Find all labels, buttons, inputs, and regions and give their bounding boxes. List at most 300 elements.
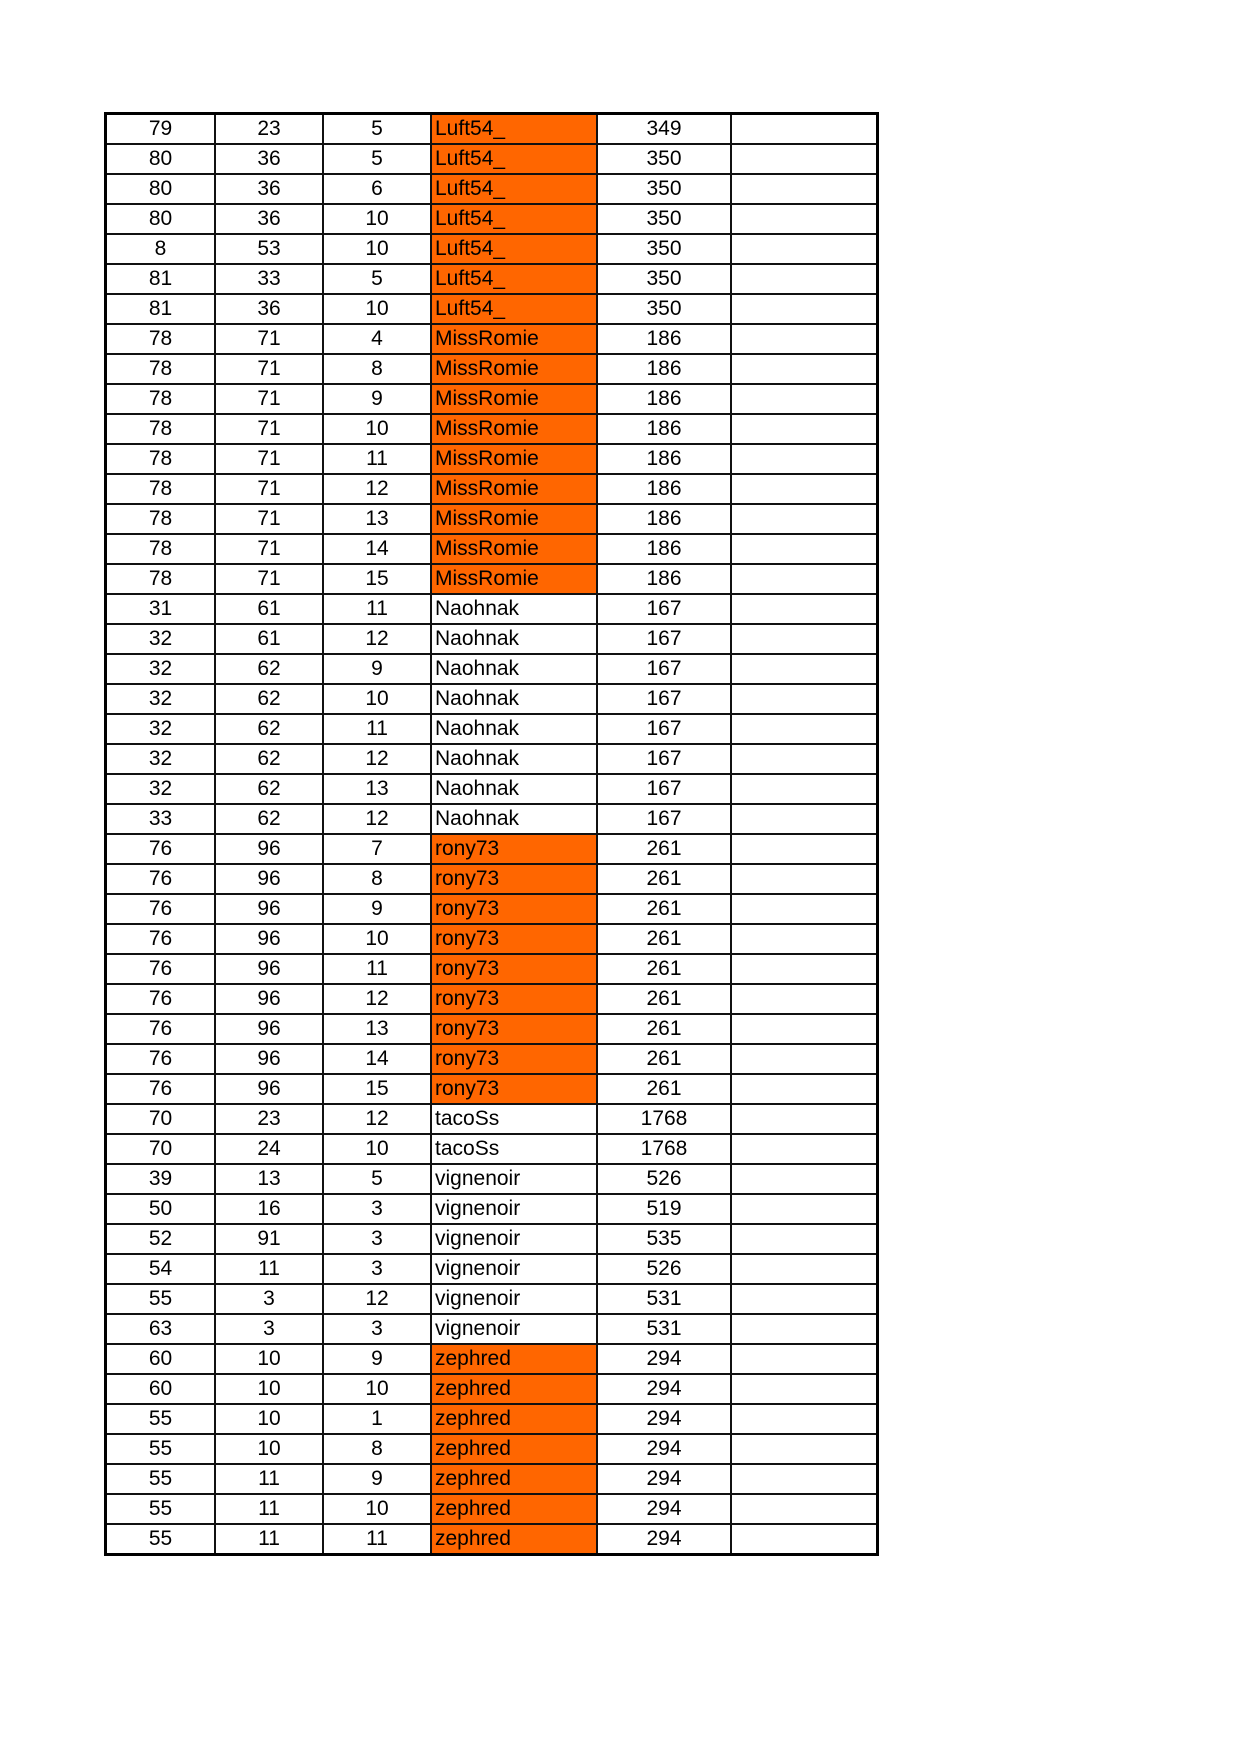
cell-value[interactable]: 294 — [597, 1464, 731, 1494]
cell-empty[interactable] — [731, 1134, 878, 1164]
cell-empty[interactable] — [731, 1164, 878, 1194]
cell-username[interactable]: Luft54_ — [431, 264, 597, 294]
cell-col-a[interactable]: 76 — [106, 894, 216, 924]
cell-username[interactable]: vignenoir — [431, 1194, 597, 1224]
cell-col-c[interactable]: 10 — [323, 1134, 431, 1164]
cell-col-c[interactable]: 11 — [323, 444, 431, 474]
cell-value[interactable]: 186 — [597, 324, 731, 354]
cell-value[interactable]: 186 — [597, 474, 731, 504]
cell-col-b[interactable]: 53 — [215, 234, 323, 264]
cell-col-c[interactable]: 9 — [323, 384, 431, 414]
table-row — [106, 294, 878, 324]
cell-value[interactable]: 294 — [597, 1404, 731, 1434]
cell-username[interactable]: rony73 — [431, 1044, 597, 1074]
cell-value[interactable]: 186 — [597, 504, 731, 534]
cell-col-a[interactable]: 78 — [106, 324, 216, 354]
cell-value[interactable]: 261 — [597, 924, 731, 954]
cell-username[interactable]: Luft54_ — [431, 174, 597, 204]
cell-value[interactable]: 261 — [597, 1014, 731, 1044]
cell-value[interactable]: 350 — [597, 204, 731, 234]
cell-col-a[interactable]: 70 — [106, 1134, 216, 1164]
cell-empty[interactable] — [731, 1374, 878, 1404]
cell-username[interactable]: Naohnak — [431, 774, 597, 804]
cell-col-a[interactable]: 76 — [106, 1014, 216, 1044]
cell-username[interactable]: zephred — [431, 1434, 597, 1464]
cell-col-b[interactable]: 91 — [215, 1224, 323, 1254]
cell-col-b[interactable]: 10 — [215, 1434, 323, 1464]
cell-col-c[interactable]: 13 — [323, 1014, 431, 1044]
cell-col-c[interactable]: 12 — [323, 474, 431, 504]
cell-col-c[interactable]: 5 — [323, 114, 431, 145]
cell-value[interactable]: 186 — [597, 564, 731, 594]
cell-username[interactable]: Luft54_ — [431, 204, 597, 234]
cell-col-b[interactable]: 96 — [215, 1014, 323, 1044]
cell-value[interactable]: 167 — [597, 594, 731, 624]
cell-value[interactable]: 186 — [597, 354, 731, 384]
cell-col-a[interactable]: 78 — [106, 564, 216, 594]
cell-col-c[interactable]: 12 — [323, 744, 431, 774]
cell-empty[interactable] — [731, 1224, 878, 1254]
cell-username[interactable]: Naohnak — [431, 594, 597, 624]
cell-username[interactable]: rony73 — [431, 864, 597, 894]
cell-empty[interactable] — [731, 144, 878, 174]
cell-col-c[interactable]: 10 — [323, 924, 431, 954]
cell-value[interactable]: 350 — [597, 144, 731, 174]
cell-username[interactable]: vignenoir — [431, 1254, 597, 1284]
cell-empty[interactable] — [731, 924, 878, 954]
cell-col-a[interactable]: 76 — [106, 864, 216, 894]
cell-value[interactable]: 294 — [597, 1344, 731, 1374]
cell-empty[interactable] — [731, 564, 878, 594]
cell-value[interactable]: 350 — [597, 294, 731, 324]
cell-col-b[interactable]: 10 — [215, 1404, 323, 1434]
cell-empty[interactable] — [731, 324, 878, 354]
cell-empty[interactable] — [731, 174, 878, 204]
cell-col-c[interactable]: 15 — [323, 1074, 431, 1104]
cell-col-a[interactable]: 55 — [106, 1284, 216, 1314]
cell-col-a[interactable]: 76 — [106, 924, 216, 954]
cell-col-a[interactable]: 63 — [106, 1314, 216, 1344]
cell-col-a[interactable]: 78 — [106, 504, 216, 534]
cell-col-c[interactable]: 11 — [323, 594, 431, 624]
cell-col-a[interactable]: 70 — [106, 1104, 216, 1134]
cell-username[interactable]: zephred — [431, 1524, 597, 1555]
cell-col-c[interactable]: 11 — [323, 714, 431, 744]
cell-col-a[interactable]: 76 — [106, 1074, 216, 1104]
cell-value[interactable]: 186 — [597, 444, 731, 474]
cell-col-c[interactable]: 3 — [323, 1224, 431, 1254]
cell-value[interactable]: 519 — [597, 1194, 731, 1224]
cell-empty[interactable] — [731, 1434, 878, 1464]
cell-username[interactable]: Naohnak — [431, 744, 597, 774]
cell-username[interactable]: tacoSs — [431, 1104, 597, 1134]
table-row — [106, 474, 878, 504]
cell-col-a[interactable]: 78 — [106, 474, 216, 504]
cell-value[interactable]: 186 — [597, 414, 731, 444]
cell-username[interactable]: tacoSs — [431, 1134, 597, 1164]
cell-value[interactable]: 535 — [597, 1224, 731, 1254]
cell-username[interactable]: MissRomie — [431, 534, 597, 564]
cell-col-b[interactable]: 36 — [215, 294, 323, 324]
cell-col-b[interactable]: 71 — [215, 444, 323, 474]
table-row — [106, 1344, 878, 1374]
cell-username[interactable]: rony73 — [431, 984, 597, 1014]
cell-col-c[interactable]: 13 — [323, 504, 431, 534]
cell-username[interactable]: zephred — [431, 1464, 597, 1494]
cell-empty[interactable] — [731, 354, 878, 384]
cell-empty[interactable] — [731, 774, 878, 804]
cell-col-a[interactable]: 33 — [106, 804, 216, 834]
cell-col-b[interactable]: 71 — [215, 324, 323, 354]
cell-col-a[interactable]: 50 — [106, 1194, 216, 1224]
cell-username[interactable]: zephred — [431, 1494, 597, 1524]
cell-col-a[interactable]: 80 — [106, 174, 216, 204]
cell-col-b[interactable]: 71 — [215, 414, 323, 444]
cell-username[interactable]: MissRomie — [431, 384, 597, 414]
cell-col-b[interactable]: 62 — [215, 774, 323, 804]
cell-username[interactable]: MissRomie — [431, 414, 597, 444]
cell-username[interactable]: rony73 — [431, 894, 597, 924]
cell-username[interactable]: Naohnak — [431, 684, 597, 714]
cell-value[interactable]: 531 — [597, 1314, 731, 1344]
cell-value[interactable]: 294 — [597, 1494, 731, 1524]
cell-value[interactable]: 167 — [597, 624, 731, 654]
cell-col-c[interactable]: 12 — [323, 984, 431, 1014]
cell-value[interactable]: 261 — [597, 834, 731, 864]
cell-empty[interactable] — [731, 534, 878, 564]
cell-empty[interactable] — [731, 1074, 878, 1104]
cell-value[interactable]: 167 — [597, 804, 731, 834]
cell-col-b[interactable]: 62 — [215, 744, 323, 774]
table-row — [106, 594, 878, 624]
cell-col-b[interactable]: 3 — [215, 1314, 323, 1344]
cell-col-c[interactable]: 9 — [323, 894, 431, 924]
cell-col-c[interactable]: 14 — [323, 1044, 431, 1074]
cell-col-b[interactable]: 36 — [215, 144, 323, 174]
cell-value[interactable]: 261 — [597, 894, 731, 924]
cell-col-a[interactable]: 39 — [106, 1164, 216, 1194]
cell-col-b[interactable]: 23 — [215, 1104, 323, 1134]
cell-value[interactable]: 167 — [597, 744, 731, 774]
cell-col-b[interactable]: 96 — [215, 894, 323, 924]
cell-col-b[interactable]: 62 — [215, 684, 323, 714]
cell-col-b[interactable]: 96 — [215, 864, 323, 894]
cell-empty[interactable] — [731, 1344, 878, 1374]
cell-col-a[interactable]: 78 — [106, 534, 216, 564]
table-row — [106, 1194, 878, 1224]
cell-value[interactable]: 350 — [597, 174, 731, 204]
cell-col-a[interactable]: 55 — [106, 1494, 216, 1524]
cell-empty[interactable] — [731, 984, 878, 1014]
cell-empty[interactable] — [731, 504, 878, 534]
cell-col-a[interactable]: 76 — [106, 1044, 216, 1074]
cell-empty[interactable] — [731, 264, 878, 294]
cell-col-b[interactable]: 36 — [215, 204, 323, 234]
cell-empty[interactable] — [731, 1464, 878, 1494]
cell-col-b[interactable]: 96 — [215, 1044, 323, 1074]
cell-value[interactable]: 350 — [597, 234, 731, 264]
cell-col-c[interactable]: 10 — [323, 1494, 431, 1524]
cell-col-b[interactable]: 96 — [215, 984, 323, 1014]
cell-col-c[interactable]: 13 — [323, 774, 431, 804]
cell-col-a[interactable]: 52 — [106, 1224, 216, 1254]
cell-value[interactable]: 349 — [597, 114, 731, 145]
cell-col-b[interactable]: 61 — [215, 624, 323, 654]
cell-col-b[interactable]: 96 — [215, 954, 323, 984]
cell-col-b[interactable]: 71 — [215, 534, 323, 564]
cell-col-b[interactable]: 62 — [215, 804, 323, 834]
cell-col-a[interactable]: 32 — [106, 744, 216, 774]
cell-empty[interactable] — [731, 1104, 878, 1134]
cell-col-c[interactable]: 9 — [323, 654, 431, 684]
cell-username[interactable]: zephred — [431, 1404, 597, 1434]
cell-username[interactable]: rony73 — [431, 954, 597, 984]
cell-col-a[interactable]: 8 — [106, 234, 216, 264]
cell-col-a[interactable]: 60 — [106, 1344, 216, 1374]
cell-value[interactable]: 526 — [597, 1164, 731, 1194]
cell-col-c[interactable]: 4 — [323, 324, 431, 354]
cell-empty[interactable] — [731, 1494, 878, 1524]
cell-value[interactable]: 294 — [597, 1434, 731, 1464]
cell-empty[interactable] — [731, 804, 878, 834]
cell-col-c[interactable]: 15 — [323, 564, 431, 594]
cell-username[interactable]: MissRomie — [431, 504, 597, 534]
cell-username[interactable]: vignenoir — [431, 1314, 597, 1344]
cell-empty[interactable] — [731, 624, 878, 654]
cell-col-b[interactable]: 71 — [215, 354, 323, 384]
cell-empty[interactable] — [731, 714, 878, 744]
cell-col-b[interactable]: 62 — [215, 714, 323, 744]
cell-username[interactable]: Naohnak — [431, 714, 597, 744]
cell-username[interactable]: zephred — [431, 1344, 597, 1374]
cell-col-b[interactable]: 3 — [215, 1284, 323, 1314]
cell-empty[interactable] — [731, 1284, 878, 1314]
cell-empty[interactable] — [731, 1404, 878, 1434]
cell-col-c[interactable]: 5 — [323, 1164, 431, 1194]
cell-username[interactable]: Luft54_ — [431, 234, 597, 264]
cell-col-c[interactable]: 8 — [323, 864, 431, 894]
cell-empty[interactable] — [731, 294, 878, 324]
cell-empty[interactable] — [731, 1524, 878, 1555]
cell-col-a[interactable]: 80 — [106, 204, 216, 234]
cell-username[interactable]: MissRomie — [431, 444, 597, 474]
cell-col-b[interactable]: 61 — [215, 594, 323, 624]
cell-col-a[interactable]: 55 — [106, 1404, 216, 1434]
cell-col-c[interactable]: 3 — [323, 1314, 431, 1344]
cell-empty[interactable] — [731, 1314, 878, 1344]
cell-col-c[interactable]: 14 — [323, 534, 431, 564]
cell-col-c[interactable]: 11 — [323, 1524, 431, 1555]
cell-empty[interactable] — [731, 834, 878, 864]
cell-username[interactable]: rony73 — [431, 1074, 597, 1104]
cell-col-b[interactable]: 11 — [215, 1494, 323, 1524]
cell-col-a[interactable]: 80 — [106, 144, 216, 174]
cell-col-b[interactable]: 11 — [215, 1464, 323, 1494]
cell-col-a[interactable]: 81 — [106, 264, 216, 294]
cell-col-b[interactable]: 96 — [215, 1074, 323, 1104]
cell-username[interactable]: MissRomie — [431, 564, 597, 594]
cell-col-b[interactable]: 10 — [215, 1344, 323, 1374]
cell-col-c[interactable]: 5 — [323, 264, 431, 294]
cell-username[interactable]: Luft54_ — [431, 144, 597, 174]
cell-value[interactable]: 261 — [597, 1074, 731, 1104]
cell-username[interactable]: vignenoir — [431, 1284, 597, 1314]
cell-col-c[interactable]: 10 — [323, 234, 431, 264]
cell-col-b[interactable]: 71 — [215, 474, 323, 504]
cell-col-b[interactable]: 62 — [215, 654, 323, 684]
cell-col-c[interactable]: 3 — [323, 1254, 431, 1284]
cell-username[interactable]: vignenoir — [431, 1164, 597, 1194]
cell-username[interactable]: Naohnak — [431, 654, 597, 684]
cell-empty[interactable] — [731, 894, 878, 924]
cell-value[interactable]: 186 — [597, 534, 731, 564]
table-row — [106, 204, 878, 234]
cell-col-c[interactable]: 10 — [323, 1374, 431, 1404]
cell-empty[interactable] — [731, 1194, 878, 1224]
cell-empty[interactable] — [731, 474, 878, 504]
cell-empty[interactable] — [731, 414, 878, 444]
cell-col-a[interactable]: 32 — [106, 714, 216, 744]
cell-col-a[interactable]: 78 — [106, 384, 216, 414]
cell-empty[interactable] — [731, 684, 878, 714]
cell-empty[interactable] — [731, 1014, 878, 1044]
cell-username[interactable]: Naohnak — [431, 624, 597, 654]
cell-col-c[interactable]: 5 — [323, 144, 431, 174]
cell-col-c[interactable]: 6 — [323, 174, 431, 204]
cell-col-a[interactable]: 54 — [106, 1254, 216, 1284]
cell-value[interactable]: 1768 — [597, 1104, 731, 1134]
cell-col-c[interactable]: 10 — [323, 204, 431, 234]
cell-username[interactable]: Luft54_ — [431, 114, 597, 145]
cell-col-a[interactable]: 55 — [106, 1434, 216, 1464]
cell-value[interactable]: 294 — [597, 1524, 731, 1555]
cell-empty[interactable] — [731, 204, 878, 234]
cell-col-a[interactable]: 76 — [106, 984, 216, 1014]
data-table — [104, 112, 879, 1556]
cell-empty[interactable] — [731, 954, 878, 984]
cell-username[interactable]: MissRomie — [431, 324, 597, 354]
cell-col-b[interactable]: 71 — [215, 564, 323, 594]
cell-empty[interactable] — [731, 234, 878, 264]
cell-col-c[interactable]: 11 — [323, 954, 431, 984]
cell-username[interactable]: vignenoir — [431, 1224, 597, 1254]
cell-col-b[interactable]: 71 — [215, 504, 323, 534]
cell-col-b[interactable]: 23 — [215, 114, 323, 145]
cell-username[interactable]: Luft54_ — [431, 294, 597, 324]
cell-value[interactable]: 294 — [597, 1374, 731, 1404]
cell-value[interactable]: 261 — [597, 954, 731, 984]
cell-col-b[interactable]: 11 — [215, 1524, 323, 1555]
cell-username[interactable]: MissRomie — [431, 354, 597, 384]
cell-col-a[interactable]: 60 — [106, 1374, 216, 1404]
cell-empty[interactable] — [731, 1254, 878, 1284]
cell-col-a[interactable]: 76 — [106, 954, 216, 984]
cell-col-b[interactable]: 71 — [215, 384, 323, 414]
cell-col-a[interactable]: 32 — [106, 684, 216, 714]
cell-value[interactable]: 526 — [597, 1254, 731, 1284]
cell-col-a[interactable]: 78 — [106, 354, 216, 384]
cell-col-b[interactable]: 16 — [215, 1194, 323, 1224]
cell-col-a[interactable]: 32 — [106, 774, 216, 804]
cell-col-b[interactable]: 96 — [215, 834, 323, 864]
cell-col-c[interactable]: 7 — [323, 834, 431, 864]
cell-value[interactable]: 261 — [597, 1044, 731, 1074]
cell-col-b[interactable]: 24 — [215, 1134, 323, 1164]
cell-username[interactable]: rony73 — [431, 924, 597, 954]
cell-empty[interactable] — [731, 654, 878, 684]
cell-empty[interactable] — [731, 114, 878, 145]
cell-col-c[interactable]: 8 — [323, 354, 431, 384]
cell-value[interactable]: 261 — [597, 984, 731, 1014]
cell-value[interactable]: 531 — [597, 1284, 731, 1314]
cell-col-c[interactable]: 12 — [323, 624, 431, 654]
cell-col-c[interactable]: 12 — [323, 804, 431, 834]
cell-col-c[interactable]: 8 — [323, 1434, 431, 1464]
cell-col-c[interactable]: 10 — [323, 414, 431, 444]
table-row — [106, 924, 878, 954]
table-row — [106, 804, 878, 834]
cell-value[interactable]: 167 — [597, 684, 731, 714]
cell-empty[interactable] — [731, 444, 878, 474]
cell-col-c[interactable]: 12 — [323, 1104, 431, 1134]
cell-username[interactable]: MissRomie — [431, 474, 597, 504]
cell-username[interactable]: rony73 — [431, 1014, 597, 1044]
cell-value[interactable]: 167 — [597, 654, 731, 684]
cell-empty[interactable] — [731, 594, 878, 624]
cell-col-b[interactable]: 10 — [215, 1374, 323, 1404]
cell-empty[interactable] — [731, 1044, 878, 1074]
cell-username[interactable]: Naohnak — [431, 804, 597, 834]
cell-col-c[interactable]: 3 — [323, 1194, 431, 1224]
cell-value[interactable]: 261 — [597, 864, 731, 894]
cell-col-a[interactable]: 31 — [106, 594, 216, 624]
cell-value[interactable]: 167 — [597, 714, 731, 744]
table-row — [106, 1044, 878, 1074]
table-row — [106, 864, 878, 894]
cell-col-a[interactable]: 55 — [106, 1464, 216, 1494]
cell-empty[interactable] — [731, 744, 878, 774]
cell-value[interactable]: 167 — [597, 774, 731, 804]
cell-col-a[interactable]: 79 — [106, 114, 216, 145]
cell-value[interactable]: 350 — [597, 264, 731, 294]
cell-col-b[interactable]: 96 — [215, 924, 323, 954]
cell-empty[interactable] — [731, 384, 878, 414]
cell-col-a[interactable]: 78 — [106, 414, 216, 444]
cell-col-a[interactable]: 55 — [106, 1524, 216, 1555]
cell-username[interactable]: rony73 — [431, 834, 597, 864]
cell-col-c[interactable]: 9 — [323, 1344, 431, 1374]
cell-col-b[interactable]: 36 — [215, 174, 323, 204]
cell-value[interactable]: 186 — [597, 384, 731, 414]
table-row — [106, 564, 878, 594]
cell-col-b[interactable]: 11 — [215, 1254, 323, 1284]
cell-empty[interactable] — [731, 864, 878, 894]
cell-col-b[interactable]: 13 — [215, 1164, 323, 1194]
cell-col-a[interactable]: 32 — [106, 624, 216, 654]
cell-value[interactable]: 1768 — [597, 1134, 731, 1164]
cell-col-a[interactable]: 32 — [106, 654, 216, 684]
cell-col-c[interactable]: 1 — [323, 1404, 431, 1434]
cell-col-b[interactable]: 33 — [215, 264, 323, 294]
cell-col-a[interactable]: 81 — [106, 294, 216, 324]
cell-col-a[interactable]: 78 — [106, 444, 216, 474]
cell-col-c[interactable]: 9 — [323, 1464, 431, 1494]
cell-username[interactable]: zephred — [431, 1374, 597, 1404]
cell-col-a[interactable]: 76 — [106, 834, 216, 864]
cell-col-c[interactable]: 10 — [323, 684, 431, 714]
cell-col-c[interactable]: 12 — [323, 1284, 431, 1314]
cell-col-c[interactable]: 10 — [323, 294, 431, 324]
